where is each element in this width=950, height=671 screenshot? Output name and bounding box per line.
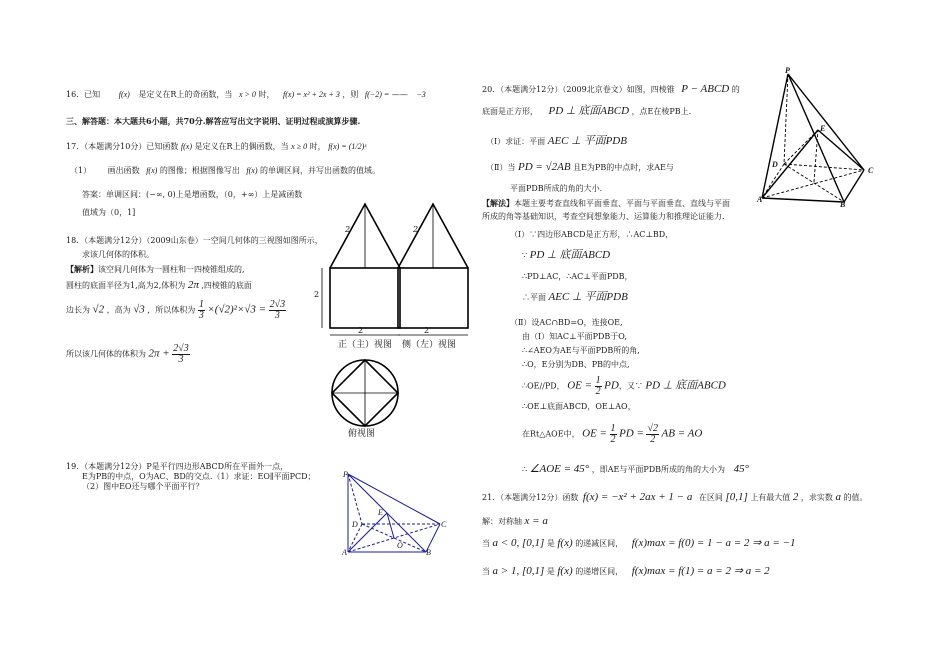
q21-head: 21．（本题满分12分）函数 f(x) = −x² + 2ax + 1 − a 在区间 [0,1] 上有最大值 2 ，求实数 a 的值。 <box>482 491 868 503</box>
q20-line2 <box>482 106 691 117</box>
q17-answer2: 值域为（0，1] <box>82 208 136 217</box>
q16-fx: f(x) <box>118 90 130 99</box>
q20-part1-claim: AEC ⊥ 平面PDB <box>547 135 627 147</box>
q20-label-p: P <box>785 66 790 75</box>
q20-fraction-half: $\frac{1}{2}$ <box>595 375 601 397</box>
q19-label-a: A <box>342 548 347 557</box>
q16-condition: x > 0 <box>238 90 256 99</box>
q20-step-i3: ∴PD⊥AC，∴AC⊥平面PDB， <box>522 272 633 281</box>
q19-label-d: D <box>352 520 358 529</box>
q17-text1: 是定义在R上的偶函数，当 <box>194 142 289 151</box>
three-views-figure <box>318 198 468 438</box>
q16-text1: 是定义在R上的奇函数，当 <box>138 90 233 99</box>
q19-label-b: B <box>426 548 431 557</box>
q21-axis: x = a <box>524 515 548 527</box>
q18-total-value: 2π + <box>148 347 170 360</box>
q16-blank: —— <box>391 90 408 99</box>
q20-step-i4-expr: AEC ⊥ 平面PDB <box>548 291 628 303</box>
q18-solution1 <box>66 264 245 275</box>
q17-fx-2: f(x) <box>146 166 158 175</box>
q20-part2 <box>486 162 674 173</box>
q20-condition: PD ⊥ 底面ABCD <box>548 105 630 117</box>
q16-answer: −3 <box>416 90 426 99</box>
q18-cylinder-volume: 2π <box>187 279 199 291</box>
q17-part1-text3: 的单调区间，并写出函数的值域。 <box>260 166 381 175</box>
q20-step-ii2: 由（Ⅰ）知AC⊥平面PDB于O, <box>522 332 627 341</box>
front-view-height-label: 2 <box>314 290 320 299</box>
q20-step-i2: ∵ PD ⊥ 底面ABCD <box>522 249 611 261</box>
top-view-caption: 俯视图 <box>348 429 376 439</box>
q18-head: 18．（本题满分12分）（2009山东卷）一空间几何体的三视图如图所示， <box>66 236 323 245</box>
q18-ask: 求该几何体的体积。 <box>82 250 154 259</box>
q17-part1-text2: 的图像；根据图像写出 <box>159 166 240 175</box>
q21-max-value: 2 <box>792 491 799 503</box>
q17-fx: f(x) <box>180 142 193 151</box>
side-view-caption: 侧（左）视图 <box>402 340 457 350</box>
section-heading: 三、解答题：本大题共6小题，共70分.解答应写出文字说明、证明过程或演算步骤. <box>66 116 361 126</box>
q20-label-a: A <box>757 195 763 204</box>
q16-line <box>66 90 426 100</box>
q18-solution-text1: 该空间几何体为一圆柱和一四棱锥组成的, <box>98 265 245 274</box>
q20-solution-text1: 本题主要考查直线和平面垂直、平面与平面垂直、直线与平面 <box>514 199 730 208</box>
q18-total-text: 所以该几何体的体积为 <box>66 349 146 359</box>
side-view-slant-label: 2 <box>413 225 419 234</box>
q21-case2-result: f(x)max = f(1) = a = 2 ⇒ a = 2 <box>631 565 770 577</box>
q18-solution-text2: 圆柱的底面半径为1,高为2,体积为 <box>66 281 186 290</box>
q19-label-e: E <box>378 508 383 517</box>
q21-case1-result: f(x)max = f(0) = 1 − a = 2 ⇒ a = −1 <box>631 537 796 549</box>
q17-part1-text1: 画出函数 <box>107 166 140 175</box>
q20-head <box>482 84 740 95</box>
q20-step-ii8: ∴ ∠AOE = 45° ，即AE与平面PDB所成的角的大小为 45° <box>522 463 750 475</box>
q20-fraction-root2-half: $\frac{√2}{2}$ <box>647 423 658 445</box>
q20-part2-condition: PD = √2AB <box>517 161 571 173</box>
q17-head: 17．（本题满分10分）已知函数 <box>66 142 179 151</box>
q19-pyramid-figure <box>344 474 447 554</box>
q16-number: 16．已知 <box>66 90 101 99</box>
q20-step-i1: （Ⅰ）∵四边形ABCD是正方形，∴AC⊥BD， <box>510 230 674 239</box>
q17-expression: f(x) = (1/2)ˣ <box>328 142 367 151</box>
q21-step1: 解：对称轴 x = a <box>482 515 548 527</box>
q20-label-c: C <box>868 166 874 175</box>
q20-step-ii6: ∴OE⊥底面ABCD，OE⊥AO， <box>522 402 636 411</box>
q20-step-i2-expr: PD ⊥ 底面ABCD <box>529 249 611 261</box>
q20-solution-line2: 所成的角等基础知识，考查空间想象能力、运算能力和推理论证能力. <box>482 212 725 221</box>
q19-label-o: O <box>397 541 403 550</box>
side-view-width-label: 2 <box>424 326 430 335</box>
q20-solution-line1 <box>482 198 730 209</box>
q20-solution-tag: 【解法】 <box>482 198 514 208</box>
q16-text3: ，则 <box>342 90 359 99</box>
q18-side-value: √2 <box>92 303 105 316</box>
q20-part1-text: （Ⅰ）求证：平面 <box>486 137 546 146</box>
q20-line2-suffix: ，点E在棱PB上. <box>631 107 692 116</box>
q21-case2: 当 a > 1, [0,1] 是 f(x) 的递增区间， f(x)max = f(1) = a = 2 ⇒ a = 2 <box>482 565 770 577</box>
q18-solution2 <box>66 280 252 291</box>
q20-part2-line2: 平面PDB所成的角的大小. <box>510 184 603 193</box>
q17-text2: 时， <box>309 142 326 151</box>
q20-step-ii5: ∴OE//PD， OE = $\frac{1}{2}$ PD，又∵ PD ⊥ 底面ABCD <box>522 375 726 397</box>
q17-part1 <box>70 166 380 176</box>
q18-solution-text3: ,四棱锥的底面 <box>201 281 252 290</box>
front-view-slant-label: 2 <box>345 225 351 234</box>
q18-fraction-one-third: $\frac{1}{3}$ <box>198 299 204 321</box>
q21-interval: [0,1] <box>725 491 748 503</box>
q16-ask: f(−2) = <box>364 90 390 99</box>
front-view-width-label: 2 <box>358 326 364 335</box>
q21-head-text: 21．（本题满分12分）函数 <box>482 493 579 502</box>
q17-condition: x ≥ 0 <box>291 142 308 151</box>
q18-solution3 <box>66 300 286 321</box>
q20-step-ii7: 在Rt△AOE中， OE = $\frac{1}{2}$ PD = $\frac{√2}{2}$ AB = AO <box>522 423 703 445</box>
front-view-caption: 正（主）视图 <box>338 340 393 350</box>
q16-expression: f(x) = x² + 2x + 3 <box>283 90 340 99</box>
q17-fx-3: f(x) <box>246 166 258 175</box>
q20-step-ii4: ∴O，E分别为DB、PB的中点, <box>522 360 630 369</box>
q21-function: f(x) = −x² + 2ax + 1 − a <box>582 491 693 503</box>
q20-step-ii1: （Ⅱ）设AC∩BD=O，连接OE, <box>510 318 623 327</box>
q18-total-fraction: $\frac{2√3}{3}$ <box>173 343 189 365</box>
q20-pyramid-name: P − ABCD <box>681 83 730 95</box>
q21-case1: 当 a < 0, [0,1] 是 f(x) 的递减区间， f(x)max = f(0) = 1 − a = 2 ⇒ a = −1 <box>482 537 796 549</box>
q20-label-d: D <box>772 160 778 169</box>
q16-text2: 时， <box>258 90 275 99</box>
q19-label-c: C <box>441 520 447 529</box>
q20-head-suffix: 的 <box>731 85 740 94</box>
q18-fraction-pyramid: $\frac{2√3}{3}$ <box>269 299 286 321</box>
q20-head-text: 20．（本题满分12分）（2009北京卷文）如图，四棱锥 <box>482 85 675 94</box>
q19-line3: （2）图中EO还与哪个平面平行？ <box>82 482 204 491</box>
q20-part2-text2: 且E为PB的中点时，求AE与 <box>573 163 674 172</box>
q20-step-i4: ∴平面 AEC ⊥ 平面PDB <box>522 291 628 303</box>
front-view-cylinder <box>330 268 400 328</box>
q18-solution-tag: 【解析】 <box>66 264 98 274</box>
q17-answer1: 答案：单调区间：(−∞, 0)上是增函数，（0，+∞）上是减函数 <box>82 190 303 199</box>
q20-pyramid-figure <box>760 68 880 208</box>
q18-height-label: ，高为 <box>106 305 131 315</box>
q20-part2-text: （Ⅱ）当 <box>486 163 516 172</box>
q20-step-ii3: ∴∠AEO为AE与平面PDB所的角, <box>522 346 640 355</box>
q20-fraction-half-2: $\frac{1}{2}$ <box>610 423 616 445</box>
q18-total <box>66 344 190 365</box>
q18-pyramid-expression: ×(√2)²×√3 = <box>207 303 267 316</box>
q18-solution-text4: ，所以体积为 <box>147 305 196 315</box>
q17-line1 <box>66 142 367 152</box>
q19-label-p: P <box>343 470 348 479</box>
q19-line2: E为PB的中点，O为AC、BD的交点.（1）求证：EO∥平面PCD； <box>82 472 316 481</box>
q20-line2-text: 底面是正方形， <box>482 107 538 116</box>
q18-height-value: √3 <box>133 303 145 316</box>
q19-head: 19．（本题满分12分）P是平行四边形ABCD所在平面外一点， <box>66 462 289 471</box>
side-view-cylinder <box>398 268 468 328</box>
q20-label-b: B <box>840 200 846 209</box>
q18-side-label: 边长为 <box>66 305 90 315</box>
q17-part1-label: （1） <box>70 166 92 175</box>
q20-label-e: E <box>820 124 826 133</box>
q20-part1 <box>486 136 627 147</box>
